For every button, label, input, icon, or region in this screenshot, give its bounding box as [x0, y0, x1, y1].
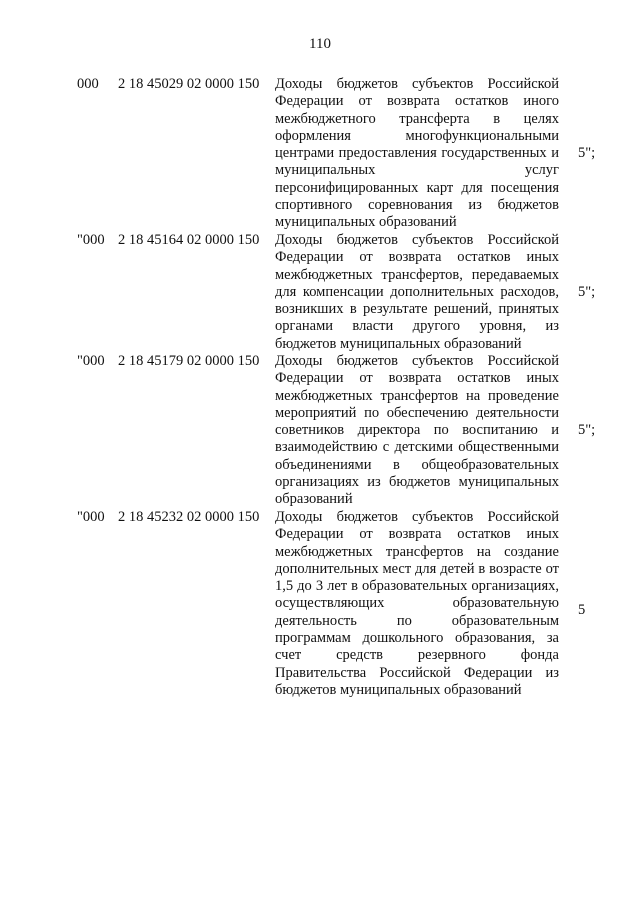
- amount: 5";: [578, 145, 596, 161]
- amount: 5";: [578, 284, 596, 300]
- amount: 5";: [578, 422, 596, 438]
- classification-code: 2 18 45232 02 0000 150: [118, 509, 260, 525]
- classification-code: 2 18 45164 02 0000 150: [118, 232, 260, 248]
- income-description: Доходы бюджетов субъектов Российской Федерации от возврата остатков иного межбюджетного трансферта в целях оформления многофункциональными центрами предоставления государственных и муниципальных услуг персонифицированных карт для посещения спортивного соревнования из бюджетов муниципальных образований: [275, 76, 559, 231]
- classification-code: 2 18 45029 02 0000 150: [118, 76, 260, 92]
- admin-code: "000: [77, 353, 105, 369]
- admin-code: "000: [77, 232, 105, 248]
- admin-code: "000: [77, 509, 105, 525]
- income-description: Доходы бюджетов субъектов Российской Федерации от возврата остатков иных межбюджетных трансфертов на проведение мероприятий по обеспечению деятельности советников директора по воспитанию и взаимодействию с детскими общественными объединениями в общеобразовательных организациях из бюджетов муниципальных образований: [275, 353, 559, 508]
- classification-code: 2 18 45179 02 0000 150: [118, 353, 260, 369]
- amount: 5: [578, 602, 586, 618]
- income-description: Доходы бюджетов субъектов Российской Федерации от возврата остатков иных межбюджетных трансфертов, передаваемых для компенсации дополнительных расходов, возникших в результате решений, принятых органами власти другого уровня, из бюджетов муниципальных образований: [275, 232, 559, 352]
- admin-code: 000: [77, 76, 99, 92]
- income-description: Доходы бюджетов субъектов Российской Федерации от возврата остатков иных межбюджетных трансфертов на создание дополнительных мест для детей в возрасте от 1,5 до 3 лет в образовательных организациях, осуществляющих образовательную деятельность по образовательным программам дошкольного образования, за счет средств резервного фонда Правительства Российской Федерации из бюджетов муниципальных образований: [275, 509, 559, 698]
- page-number: 110: [309, 36, 331, 52]
